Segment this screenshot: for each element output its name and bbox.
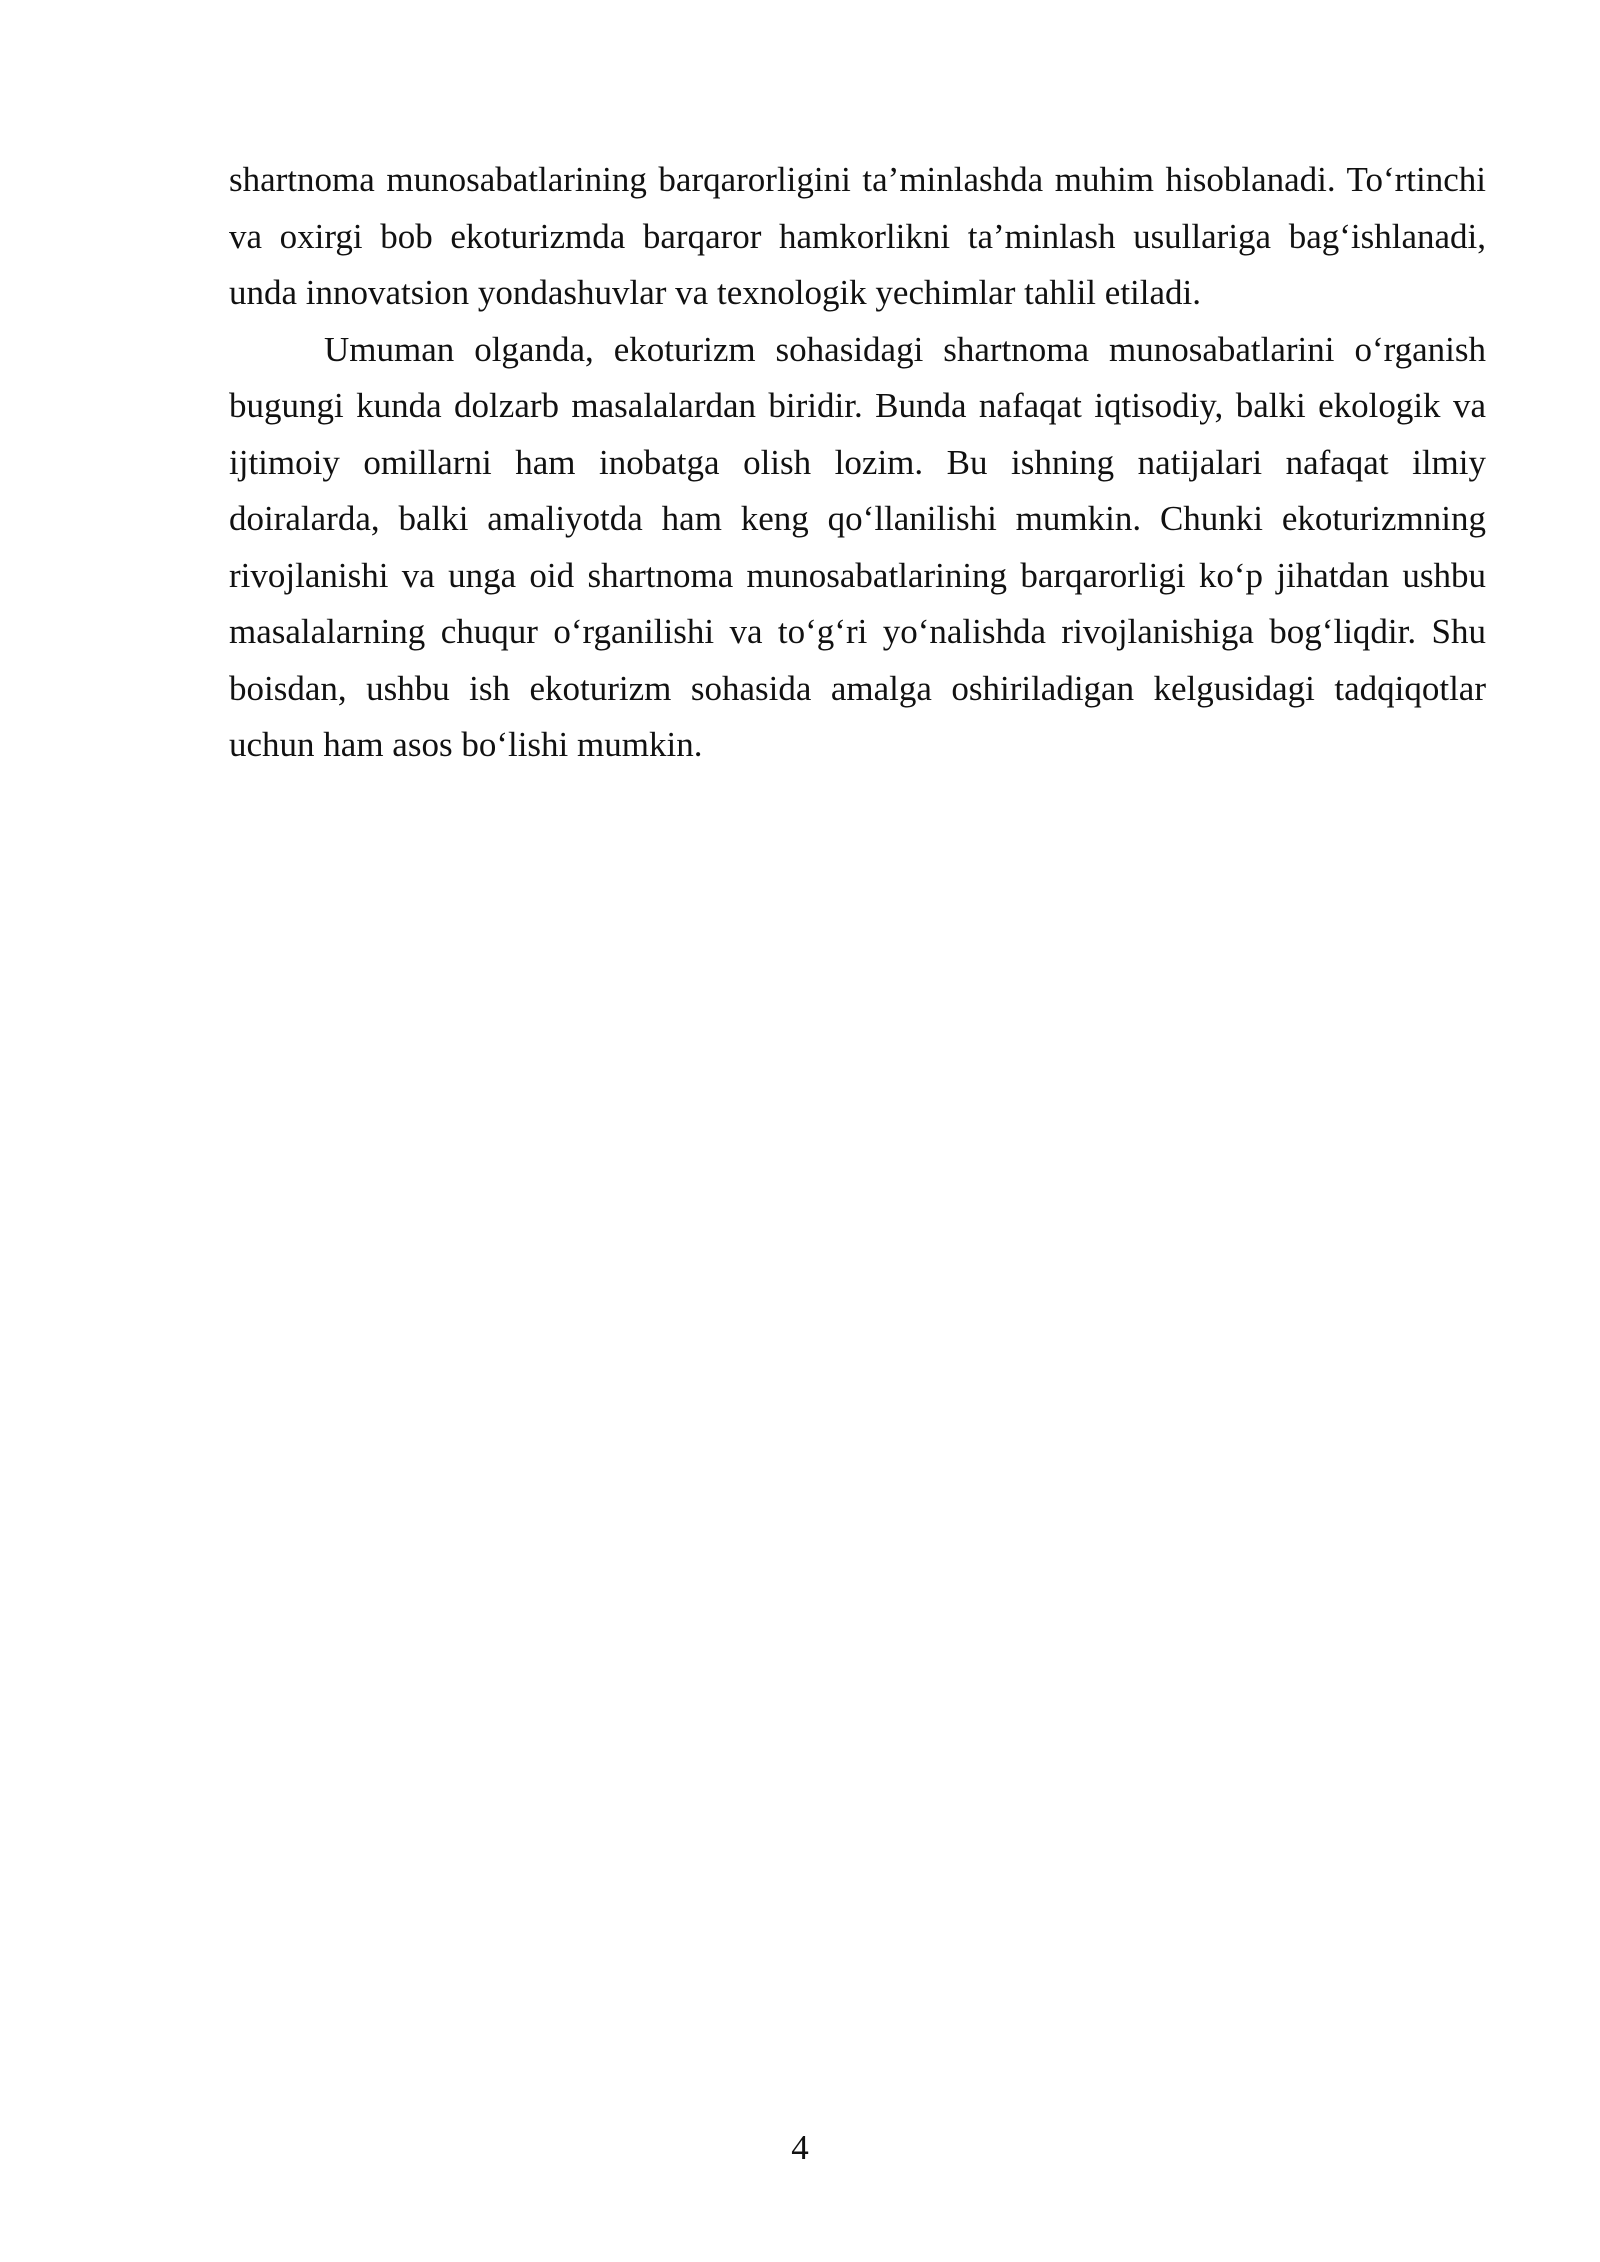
paragraph-continuation: shartnoma munosabatlarining barqarorligini ta’minlashda muhim hisoblanadi. To‘rtinchi va oxirgi bob ekoturizmda barqaror hamkorlikni ta’minlash usullariga bag‘ishlanadi, unda innovatsion yondashuvlar va texnologik yechimlar tahlil etiladi. xyxy=(229,160,1486,312)
page-number: 4 xyxy=(791,2128,809,2167)
paragraph-conclusion: Umuman olganda, ekoturizm sohasidagi shartnoma munosabatlarini o‘rganish bugungi kunda dolzarb masalalardan biridir. Bunda nafaqat iqtisodiy, balki ekologik va ijtimoiy omillarni ham inobatga olish lozim. Bu ishning natijalari nafaqat ilmiy doiralarda, balki amaliyotda ham keng qo‘llanilishi mumkin. Chunki ekoturizmning rivojlanishi va unga oid shartnoma munosabatlarining barqarorligi ko‘p jihatdan ushbu masalalarning chuqur o‘rganilishi va to‘g‘ri yo‘nalishda rivojlanishiga bog‘liqdir. Shu boisdan, ushbu ish ekoturizm sohasida amalga oshiriladigan kelgusidagi tadqiqotlar uchun ham asos bo‘lishi mumkin. xyxy=(229,329,1486,764)
body-text xyxy=(229,152,1486,774)
